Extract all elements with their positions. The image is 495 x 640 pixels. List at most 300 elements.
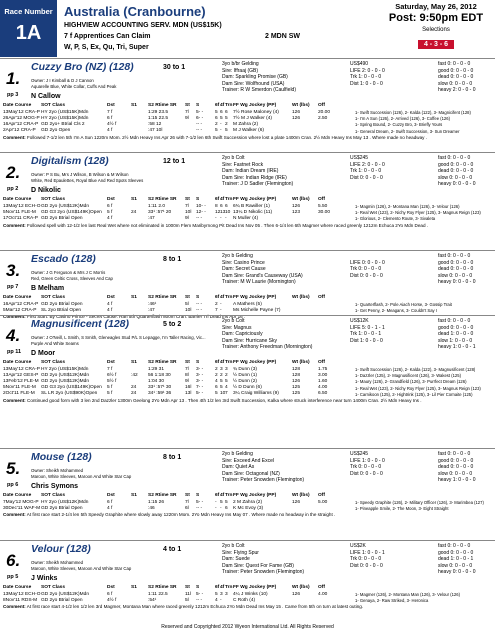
column-header: S2 Rtime SR — [148, 295, 177, 300]
column-header: 6f — [215, 295, 220, 300]
past-performance-cell: 3 — [220, 591, 223, 597]
column-header: St — [185, 295, 190, 300]
past-performance-cell: - — [220, 215, 222, 221]
past-performance-cell: 20.00 — [318, 109, 331, 115]
past-performance-cell: GD 2yo (US$12K)Mdn — [41, 203, 89, 209]
past-performance-cell: 7- - — [196, 385, 204, 391]
past-performance-cell: Ms Michelle Payne (7) — [233, 307, 281, 313]
past-performance-cell: 128 — [292, 366, 301, 372]
past-performance-cell: 3 — [220, 366, 223, 372]
past-performance-cell: -- - — [196, 215, 203, 221]
past-performance-cell: -- - — [196, 121, 203, 127]
past-performance-cell: GD G3 2yo (US$149K)Open — [41, 385, 102, 391]
past-performance-cell: 126 — [292, 378, 301, 384]
column-header: Off — [318, 197, 325, 202]
comment-label: Comment: — [3, 398, 26, 403]
horse-name: Magnusificent (128) — [31, 318, 130, 330]
past-performance-row — [3, 367, 353, 373]
past-performance-row — [3, 216, 353, 222]
track-condition-record: slow 0: 0 - 0 - 0 — [438, 80, 473, 87]
track-condition-record: fast 0: 0 - 0 - 0 — [438, 543, 471, 549]
breeding-line: 2yo b Gelding — [222, 451, 253, 457]
race-result-note: 1- Genaya, 2- Raw Striked, 3- Heronica — [355, 598, 429, 604]
race-number-box — [0, 0, 57, 57]
past-performance-cell: 7½ Rose Maloney (4) — [233, 109, 279, 115]
silks: Maroon, White Sleeves, Maroon And White Star Cap — [31, 566, 132, 571]
past-performance-cell: 4¼ J Winks (10) — [233, 591, 268, 597]
breeding-line: Trainer: Peter Snowden (Flemington) — [222, 477, 305, 483]
past-performance-cell: 6 — [225, 109, 228, 115]
track-condition-record: heavy 0: 0 - 0 - 0 — [438, 181, 476, 187]
past-performance-cell: 24 — [131, 209, 137, 215]
post-position: pp 7 — [7, 284, 19, 290]
past-performance-cell: HY 2yo (US$12K)Mdn — [41, 499, 89, 505]
column-header: Date Course — [3, 493, 32, 498]
past-performance-cell: 8 — [215, 203, 218, 209]
past-performance-cell: 4½ f — [107, 121, 117, 127]
past-performance-cell: - — [215, 215, 217, 221]
past-performance-cell: ½ Dunn (1) — [233, 372, 257, 378]
past-performance-cell: 126 — [292, 499, 301, 505]
track-condition-record: good 0: 0 - 0 - 0 — [438, 259, 474, 266]
column-header: FF Wg Jockey (PP) — [233, 493, 277, 498]
past-performance-cell: 3- - — [196, 366, 204, 372]
breeding-line: Dam Sire: Quest For Fame (GB) — [222, 562, 294, 569]
column-header: S1 — [131, 585, 137, 590]
jockey: B Melham — [31, 285, 65, 292]
past-performance-cell: 4 — [215, 597, 218, 603]
race-result-note: 1- Speedy Graphite (126), 2- Military Officer (126), 3- Marimbea (127) — [355, 500, 484, 505]
past-performance-cell: C Roth (4) — [233, 597, 256, 603]
column-header: S — [196, 197, 200, 202]
past-performance-cell: 13May'12 ECH-O — [3, 591, 41, 597]
record-line: Dist 1: 0 - 0 - 0 — [350, 337, 383, 344]
breeding-line: Dam: Sparkling Promise (GB) — [222, 74, 288, 80]
past-performance-cell: - — [220, 505, 222, 511]
record-line: Trk 1: 0 - 0 - 0 — [350, 74, 382, 80]
past-performance-cell: 33¹ :57¹ 30 — [148, 385, 172, 391]
past-performance-cell: 7l — [185, 499, 189, 505]
past-performance-row — [3, 302, 353, 308]
comment-text: First Start. By Casino Prince - Secret Cause. Ran 5th Quarterflash 800m Cran. Barrier Trl Dead Ins Apr 16 . — [27, 314, 246, 320]
past-performance-cell: 5 f — [107, 209, 113, 215]
past-performance-header — [3, 493, 353, 499]
race-result-note: 1- Dazzler (125), 2- Magnusificent (126), 3- Wakest (125) — [355, 373, 461, 379]
past-performance-cell: GD 2yo Open — [41, 128, 71, 134]
track-condition-record: dead 1: 0 - 0 - 0 — [438, 331, 474, 337]
past-performance-cell: 5Nov'11 FLE-M — [3, 209, 36, 215]
past-performance-cell: :46 — [148, 505, 155, 511]
breeding-line: Dam: Capriciously — [222, 331, 263, 337]
past-performance-cell: 5Nov'11 FLE-M — [3, 385, 36, 391]
column-header: SOT Class — [41, 493, 65, 498]
comment-label: Comment: — [3, 512, 26, 518]
past-performance-cell: GD 2yo Btrial Open — [41, 301, 83, 307]
past-performance-cell: - — [220, 307, 222, 313]
past-performance-cell: K Mc Evoy (3) — [233, 505, 264, 511]
comment-label: Comment: — [3, 314, 26, 320]
past-performance-cell: 6 — [220, 109, 223, 115]
past-performance-cell: 6 f — [107, 499, 113, 505]
past-performance-cell: 126 — [292, 591, 301, 597]
past-performance-cell: 125 — [292, 391, 301, 397]
past-performance-cell: 5 — [225, 115, 228, 121]
track-condition-record: good 0: 0 - 0 - 0 — [438, 549, 474, 556]
horse-name: Digitalism (128) — [31, 155, 109, 167]
program-number: 3. — [6, 261, 21, 280]
breeding-info — [222, 253, 303, 286]
past-performance-row — [3, 373, 353, 379]
column-header: SOT Class — [41, 360, 65, 365]
past-performance-cell: -- - — [196, 597, 203, 603]
past-performance-cell: 13May'12 ECH-O — [3, 203, 41, 209]
race-number-label: Race Number — [4, 7, 53, 16]
column-header: 4f — [220, 103, 225, 108]
past-performance-cell: 6 — [215, 115, 218, 121]
race-class: 2 MDN SW — [265, 33, 300, 40]
past-performance-cell: -- - — [196, 307, 203, 313]
past-performance-cell: 6 — [220, 203, 223, 209]
past-performance-cell: 5- - — [196, 109, 204, 115]
past-performance-cell: - — [215, 505, 217, 511]
past-performance-cell: 56 1:18 30 — [148, 372, 171, 378]
race-header — [0, 0, 495, 57]
column-header: Date Course — [3, 103, 32, 108]
column-header: S — [196, 295, 200, 300]
horse-comment — [3, 398, 422, 403]
column-header: FF Wg Jockey (PP) — [233, 585, 277, 590]
column-header: Off — [318, 360, 325, 365]
column-header: St — [185, 197, 190, 202]
jockey: D Moor — [31, 350, 56, 357]
track-condition-record: good 0: 0 - 0 - 0 — [438, 67, 474, 74]
race-result-note: 1- I'm A Sun (126), 2- Arrived (126), 3- Coffee (126) — [355, 116, 450, 122]
past-performance-cell: 3.00 — [318, 372, 328, 378]
past-performance-cell: 5 — [215, 391, 218, 397]
past-performance-cell: 24 — [131, 391, 137, 397]
past-performance-header — [3, 197, 353, 203]
past-performance-cell: 5 — [225, 378, 228, 384]
owner: Owner: J O'Neill, L Smith, S Smith, Gleneagles Stud P/L S Lepagge, I'm Taller Racing, Vic... — [31, 335, 206, 340]
past-performance-cell: 126 — [292, 203, 301, 209]
past-performance-cell: 13 — [220, 209, 226, 215]
column-header: Dst — [107, 103, 115, 108]
track-condition-record: fast 0: 0 - 0 - 0 — [438, 155, 471, 161]
race-result-note: 1- Get Penny, 2- Meagans, 3- Couldn't Say I — [355, 308, 437, 314]
column-header: S1 — [131, 295, 137, 300]
column-header: Date Course — [3, 360, 32, 365]
past-performance-cell: 6 — [215, 385, 218, 391]
horse-name: Escado (128) — [31, 253, 96, 265]
morning-line-odds: 12 to 1 — [163, 158, 186, 165]
track-condition-record: fast 0: 0 - 0 - 0 — [438, 451, 471, 457]
morning-line-odds: 4 to 1 — [163, 546, 182, 553]
record-line: Trk 1: 0 - 0 - 0 — [350, 168, 382, 174]
breeding-line: Trainer: R W Smerdon (Caulfield) — [222, 87, 297, 93]
track-condition-record: slow 0: 0 - 0 - 0 — [438, 272, 473, 279]
past-performance-cell: 2 — [215, 372, 218, 378]
past-performance-cell: 30Dec'11 WAF-M — [3, 505, 41, 511]
breeding-line: Sire: Iffraaj (GB) — [222, 67, 259, 74]
horse-comment — [3, 512, 335, 517]
past-performance-cell: 4 f — [107, 301, 113, 307]
silks: Maroon, White Sleeves, Maroon And White Star Cap — [31, 474, 132, 479]
column-header: S — [196, 493, 200, 498]
past-performance-cell: 1:29 31 — [148, 366, 165, 372]
past-performance-cell: 4.00 — [318, 591, 328, 597]
past-performance-cell: GD 2yo Btrial Open — [41, 215, 83, 221]
race-result-note: 1- Pineapple Smile, 2- The Moon, 3- Eight Straight — [355, 506, 449, 512]
record-line: LIFE 1: 0 - 0 - 0 — [350, 457, 385, 464]
past-performance-cell: :47 — [148, 215, 155, 221]
jockey: J Winks — [31, 575, 58, 582]
past-performance-cell: 5- - — [196, 391, 204, 397]
column-header: 4f — [220, 360, 225, 365]
past-performance-cell: 7 f — [107, 109, 113, 115]
past-performance-cell: - — [220, 128, 222, 134]
past-performance-cell: -- - — [196, 301, 203, 307]
column-header: S1 — [131, 103, 137, 108]
past-performance-cell: SL LR 2yo (US$90K)Open — [41, 391, 98, 397]
breeding-line: Sire: Exceed And Excel — [222, 457, 274, 464]
past-performance-cell: GD 2yo (US$12K)Mdn — [41, 591, 89, 597]
track-condition-record: heavy 1: 0 - 0 - 0 — [438, 477, 476, 483]
column-header: 4f — [220, 197, 225, 202]
past-performance-cell: M J Walker (6) — [233, 128, 265, 134]
column-header: St — [185, 585, 190, 590]
breeding-line: Trainer: M W Laurie (Mornington) — [222, 279, 296, 285]
past-performance-cell: 5 — [220, 115, 223, 121]
column-header: Date Course — [3, 197, 32, 202]
program-number: 5. — [6, 459, 21, 478]
past-performance-cell: 5 — [225, 128, 228, 134]
record-line: Trk 1: 0 - 0 - 1 — [350, 331, 382, 337]
column-header: Dst — [107, 197, 115, 202]
past-performance-cell: A Mathers (5) — [233, 301, 262, 307]
column-header: S1 — [131, 197, 137, 202]
past-performance-cell: 13¼ D Nikolic (11) — [233, 209, 273, 215]
past-performance-cell: 7l — [185, 366, 189, 372]
race-result-note: 1- Magmer (126), 2- Montana Man (126), 3- Velour (126) — [355, 592, 460, 597]
silks: White, Red Epaulettes, Royal Blue And Red Spots Sleeves — [31, 178, 144, 183]
record-line: LIFE 0: 0 - 0 - 0 — [350, 259, 385, 266]
track-condition-record: heavy 1: 0 - 0 - 1 — [438, 344, 476, 350]
past-performance-cell: 11l — [185, 591, 192, 597]
race-meta — [380, 2, 492, 51]
breeding-info — [222, 318, 312, 351]
horse-comment — [3, 135, 427, 140]
column-header: Trn — [225, 103, 233, 108]
record-line: Dist 1: 0 - 0 - 0 — [350, 80, 383, 87]
column-header: S — [196, 585, 200, 590]
past-performance-cell: 6½ f — [107, 372, 117, 378]
horse-name: Velour (128) — [31, 543, 91, 555]
past-performance-cell: 10l — [185, 209, 192, 215]
past-performance-cell: GD 2yo Btrial Open — [41, 505, 83, 511]
past-performance-cell: 2 — [220, 372, 223, 378]
comment-text: Followed spell with 12-1/2 len last Real Wet where not eliminated in 1000m Flem Maribyrnong Pit Dead Ins Nov 05 . Then 6-1/4 len 6th Magmer where raced greenly 1212m Echuca 2Yo Mdn Dead . — [27, 222, 429, 228]
race-result-note: 1- General Dream, 2- Swift Succession, 3- Sun Dreamer — [355, 128, 460, 134]
jockey: Chris Symons — [31, 483, 79, 490]
past-performance-cell: 8l — [185, 372, 189, 378]
past-performance-cell: ½ Dunn (2) — [233, 378, 257, 384]
comment-text: Continued good form with 3 len 2nd Dazzler 1300m Geelong 2Yo Mdn Apr 13 . Then 4th 1/2 len 3rd Swift Succession, Kalka where struck interference near turn 1400m Cran. 2½ Mdn Heavy Ins . — [27, 398, 422, 403]
page-footer: Reserved and Copyrighted 2012 Wyeon International Ltd. All Rights Reserved — [161, 624, 334, 630]
column-header: Wt (lbs) — [292, 585, 310, 590]
past-performance-cell: 1:11 2.0 — [148, 203, 165, 209]
past-performance-cell: ½ D Dunn (6) — [233, 385, 262, 391]
past-performance-cell: 126 — [292, 115, 301, 121]
record-line: LIFE 1: 0 - 0 - 1 — [350, 549, 385, 556]
past-performance-cell: 13May'12 CRA-P — [3, 366, 40, 372]
column-header: Wt (lbs) — [292, 360, 310, 365]
past-performance-cell: HY 2yo (US$15K)Mdn — [41, 115, 89, 121]
column-header: 6f — [215, 197, 220, 202]
past-performance-header — [3, 360, 353, 366]
past-performance-cell: 13Apr'12 GES-P — [3, 372, 39, 378]
race-result-note: 1- Quarterflash, 2- Pole Aiach Horse, 3- Gossip Trait — [355, 302, 452, 307]
horse-entry — [0, 540, 495, 610]
past-performance-cell: :58 12 — [148, 121, 162, 127]
breeding-line: Sire: Magnus — [222, 324, 252, 331]
past-performance-cell: 1:11 22.5 — [148, 591, 168, 597]
past-performance-cell: HY 2yo (US$15K)Mdn — [41, 366, 89, 372]
track-condition-record: dead 1: 0 - 0 - 1 — [438, 556, 474, 562]
breeding-line: 2yo b Gelding — [222, 253, 253, 259]
column-header: Dst — [107, 585, 115, 590]
breeding-line: Dam Sire: Indian Ridge (IRE) — [222, 174, 287, 181]
silks: Purple And White Seams — [31, 341, 79, 346]
horse-entry — [0, 448, 495, 518]
race-result-note: 1- Swift Succession (126), 2- Kalda (122), 3- Magnusificent (128) — [355, 367, 476, 372]
past-performance-cell: 5 — [220, 378, 223, 384]
column-header: S — [196, 103, 200, 108]
column-header: Off — [318, 493, 325, 498]
past-performance-header — [3, 103, 353, 109]
race-result-note: 1- Spring Bound, 2- Cuzzy Bro, 3- Briefly Yours — [355, 122, 443, 128]
race-bet-types: W, P, S, Ex, Qu, Tri, Super — [64, 44, 149, 51]
track-condition-record: slow 0: 0 - 0 - 0 — [438, 470, 473, 477]
past-performance-cell: 26Apr'12 MOG-P — [3, 115, 40, 121]
past-performance-row — [3, 110, 353, 116]
column-header: S1 — [131, 493, 137, 498]
post-position: pp 6 — [7, 482, 19, 488]
comment-text: At first race start 2-1/4 len 5th Speedy Graphite where slowly away 1220m Mom. 2Yo Mdn Heavy Ins May 07 . Where made no headway in the straight . — [26, 512, 336, 518]
past-performance-cell: 3¼ Craig Williams (9) — [233, 391, 279, 397]
past-performance-cell: 9l — [185, 115, 189, 121]
race-result-note: 1- Real Wet (123), 2- Nichy Roy Flyer (125), 3- Magnus Reign (123) — [355, 210, 481, 216]
past-performance-header — [3, 295, 353, 301]
past-performance-row — [3, 592, 353, 598]
horse-entry — [0, 58, 495, 140]
column-header: Trn — [225, 493, 233, 498]
race-name: HIGHVIEW ACCOUNTING SERV. MDN (US$15K) — [64, 22, 222, 29]
race-result-note: 1- Glorious, 2- Clemento Route, 3- Sivaleta — [355, 216, 436, 222]
past-performance-cell: 2 — [215, 366, 218, 372]
past-performance-cell: 16Apr'12 CRA-P — [3, 121, 39, 127]
race-result-note: 1- Swift Succession (126), 2- Kalda (122), 3- Magnicifent (128) — [355, 110, 471, 115]
past-performance-cell: 5.50 — [318, 203, 328, 209]
past-performance-cell: 5 f — [107, 391, 113, 397]
track-condition-record: heavy 2: 0 - 0 - 0 — [438, 87, 476, 93]
past-performance-row — [3, 308, 353, 314]
past-performance-cell: - — [220, 121, 222, 127]
breeding-line: Dam: Quiet As — [222, 464, 255, 470]
past-performance-cell: 5 f — [107, 385, 113, 391]
record-line: Dist 0: 0 - 0 - 0 — [350, 272, 383, 279]
morning-line-odds: 8 to 1 — [163, 454, 182, 461]
past-performance-cell: 6 f — [107, 115, 113, 121]
past-performance-cell: 3- - — [196, 378, 204, 384]
column-header: Trn — [225, 197, 233, 202]
past-performance-cell: 1.60 — [318, 378, 328, 384]
track-condition-record: good 0: 0 - 0 - 0 — [438, 161, 474, 168]
past-performance-cell: 13l — [185, 391, 192, 397]
past-performance-cell: GD 2yo (US$12K)Mdn — [41, 378, 89, 384]
horse-name: Cuzzy Bro (NZ) (128) — [31, 61, 134, 73]
past-performance-cell: :47 — [148, 307, 155, 313]
past-performance-row — [3, 210, 353, 216]
race-title: Australia (Cranbourne) — [64, 4, 206, 19]
column-header: SOT Class — [41, 585, 65, 590]
column-header: FF Wg Jockey (PP) — [233, 295, 277, 300]
past-performance-cell: 5 — [225, 499, 228, 505]
post-position: pp 5 — [7, 574, 19, 580]
past-performance-cell: 16Apr'12 CRA-P — [3, 301, 39, 307]
past-performance-cell: 5Mar'12 CRA-P — [3, 307, 37, 313]
track-condition-record: slow 1: 0 - 0 - 0 — [438, 337, 473, 344]
past-performance-cell: 24 — [131, 385, 137, 391]
comment-label: Comment: — [3, 222, 26, 228]
past-performance-row — [3, 204, 353, 210]
record-line: Trk 0: 0 - 0 - 0 — [350, 556, 382, 562]
past-performance-cell: 126 — [292, 109, 301, 115]
past-performance-cell: 6 f — [107, 203, 113, 209]
track-condition-record: dead 0: 0 - 0 - 0 — [438, 74, 474, 80]
silks: Red, Green Celtic Cross, Sleeves And Cap — [31, 276, 113, 281]
column-header: Trn — [225, 585, 233, 590]
past-performance-cell: - — [225, 215, 227, 221]
past-performance-cell: 10l — [185, 307, 192, 313]
column-header: 4f — [220, 493, 225, 498]
past-performance-cell: 3 — [225, 366, 228, 372]
past-performance-cell: - — [215, 499, 217, 505]
past-performance-cell: 4 f — [107, 307, 113, 313]
column-header: SOT Class — [41, 103, 65, 108]
horse-name: Mouse (128) — [31, 451, 92, 463]
past-performance-cell: 6¾ B Rawiller (1) — [233, 203, 270, 209]
record-line: Dist 0: 0 - 0 - 0 — [350, 174, 383, 181]
past-performance-cell: 5 — [220, 499, 223, 505]
post-time: Post: 9:50pm EDT — [388, 12, 484, 24]
past-performance-cell: 4½ f — [107, 597, 117, 603]
past-performance-cell: 3- - — [196, 372, 204, 378]
column-header: S2 Rtime SR — [148, 493, 177, 498]
past-performance-cell: 7 — [215, 307, 218, 313]
past-performance-cell: 2 — [225, 372, 228, 378]
past-performance-cell: 5- - — [196, 499, 204, 505]
past-performance-cell: N Muller (4) — [233, 215, 259, 221]
past-performance-cell: 2 M Zahra (2) — [233, 499, 263, 505]
past-performance-cell: 2 — [225, 121, 228, 127]
breeding-line: Sire: Flying Spur — [222, 549, 259, 556]
column-header: S2 Rtime SR — [148, 360, 177, 365]
past-performance-cell: 5 — [215, 109, 218, 115]
past-performance-cell: 7½ M J Walker (4) — [233, 115, 273, 121]
track-condition-record: fast 0: 0 - 0 - 0 — [438, 61, 471, 67]
past-performance-cell: :46¹ — [148, 301, 157, 307]
past-performance-cell: 13May'12 CRA-P — [3, 109, 40, 115]
